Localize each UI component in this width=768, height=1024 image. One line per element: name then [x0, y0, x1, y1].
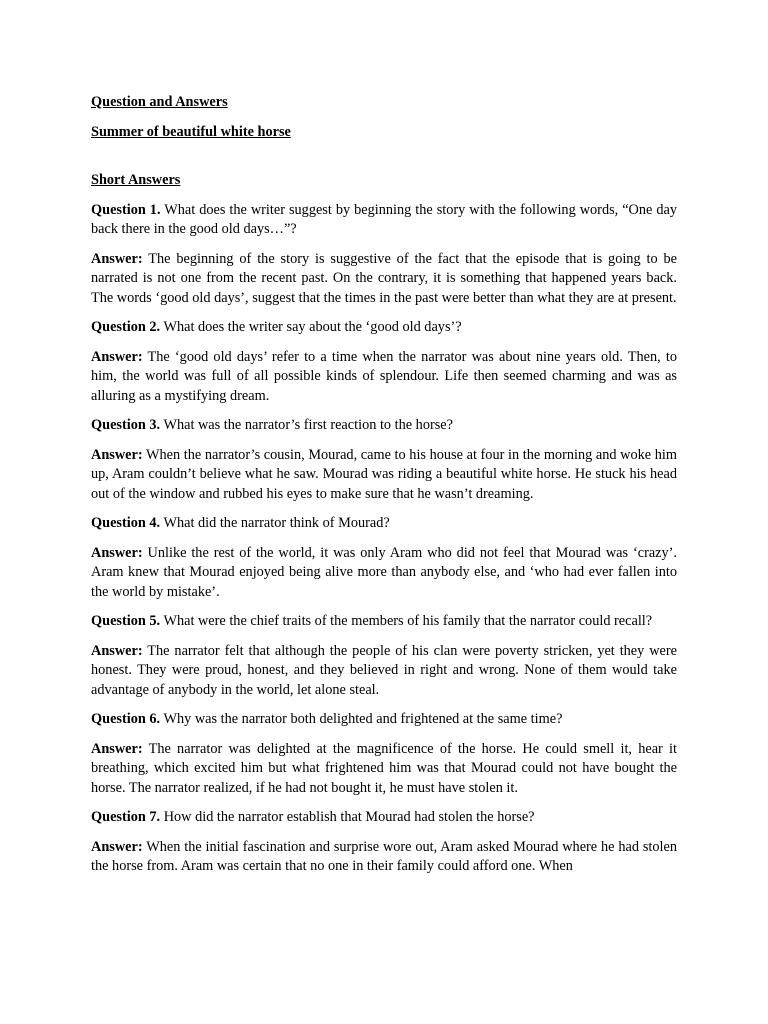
question-4	[91, 514, 677, 534]
question-text: What was the narrator’s first reaction to the horse?	[163, 417, 453, 434]
question-3	[91, 416, 677, 436]
answer-2	[91, 348, 677, 407]
question-text: What did the narrator think of Mourad?	[163, 515, 390, 532]
answer-label: Answer:	[91, 348, 143, 365]
answer-1	[91, 250, 677, 309]
question-2	[91, 318, 677, 338]
answer-text: The beginning of the story is suggestive of the fact that the episode that is going to be narrated is not one from the recent past. On the contrary, it is something that happened years back. The words ‘good old days’, suggest that the times in the past were better than what they are at present.	[91, 250, 677, 306]
question-label: Question 5.	[91, 613, 161, 630]
answer-5	[91, 642, 677, 701]
qa-list	[91, 201, 677, 877]
question-5	[91, 612, 677, 632]
document-subtitle: Summer of beautiful white horse	[91, 123, 291, 140]
answer-text: When the narrator’s cousin, Mourad, came to his house at four in the morning and woke him up, Aram couldn’t believe what he saw. Mourad was riding a beautiful white horse. He stuck his head out of the window and rubbed his eyes to make sure that he wasn’t dreaming.	[91, 446, 677, 502]
answer-label: Answer:	[91, 446, 143, 463]
question-7	[91, 808, 677, 828]
answer-label: Answer:	[91, 544, 143, 561]
answer-text: Unlike the rest of the world, it was only Aram who did not feel that Mourad was ‘crazy’. Aram knew that Mourad enjoyed being alive more than anybody else, and ‘who had ever fallen into the world by mistake’.	[91, 544, 677, 600]
answer-label: Answer:	[91, 642, 143, 659]
answer-text: The ‘good old days’ refer to a time when the narrator was about nine years old. Then, to him, the world was full of all possible kinds of splendour. Life then seemed charming and was as alluring as a mystifying dream.	[91, 348, 677, 404]
section-heading: Short Answers	[91, 172, 181, 189]
answer-7	[91, 838, 677, 877]
question-label: Question 4.	[91, 515, 161, 532]
answer-label: Answer:	[91, 838, 143, 855]
question-label: Question 6.	[91, 711, 161, 728]
question-label: Question 1.	[91, 201, 161, 218]
question-6	[91, 710, 677, 730]
question-label: Question 2.	[91, 319, 161, 336]
document-page	[91, 93, 677, 887]
answer-6	[91, 740, 677, 799]
document-title: Question and Answers	[91, 94, 228, 110]
answer-text: The narrator was delighted at the magnificence of the horse. He could smell it, hear it breathing, which excited him but what frightened him was that Mourad could not have bought the horse. The narrator realized, if he had not bought it, he must have stolen it.	[91, 740, 677, 796]
answer-4	[91, 544, 677, 603]
question-text: What does the writer say about the ‘good old days’?	[163, 319, 462, 336]
answer-text: The narrator felt that although the people of his clan were poverty stricken, yet they were honest. They were proud, honest, and they believed in right and wrong. None of them would take advantage of anybody in the world, let alone steal.	[91, 642, 677, 698]
question-text: How did the narrator establish that Mourad had stolen the horse?	[163, 809, 535, 826]
question-label: Question 3.	[91, 417, 161, 434]
answer-label: Answer:	[91, 740, 143, 757]
answer-label: Answer:	[91, 250, 143, 267]
question-text: Why was the narrator both delighted and frightened at the same time?	[163, 711, 563, 728]
question-text: What does the writer suggest by beginning the story with the following words, “One day back there in the good old days…”?	[91, 201, 677, 238]
question-text: What were the chief traits of the members of his family that the narrator could recall?	[163, 613, 653, 630]
question-1	[91, 201, 677, 240]
answer-3	[91, 446, 677, 505]
answer-text: When the initial fascination and surprise wore out, Aram asked Mourad where he had stolen the horse from. Aram was certain that no one in their family could afford one. When	[91, 838, 677, 875]
question-label: Question 7.	[91, 809, 161, 826]
